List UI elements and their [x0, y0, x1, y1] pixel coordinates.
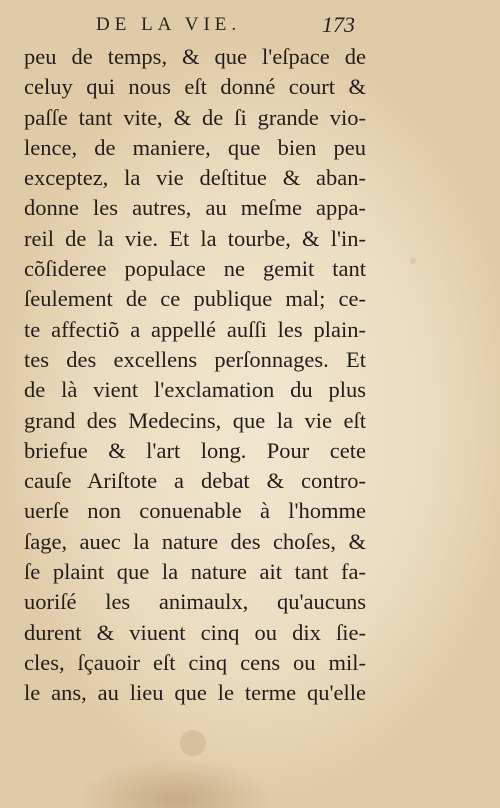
text-line: briefue & l'art long. Pour cete — [24, 437, 366, 463]
running-head: DE LA VIE. — [96, 14, 242, 35]
text-line: lence, de maniere, que bien peu — [24, 134, 366, 160]
text-line: le ans, au lieu que le terme qu'elle — [24, 680, 366, 706]
text-line: cauſe Ariſtote a debat & contro- — [24, 468, 366, 494]
text-line: cles, ſçauoir eſt cinq cens ou mil- — [24, 649, 366, 675]
text-line: tes des excellens perſonnages. Et — [24, 346, 366, 372]
text-line: te affectiõ a appellé auſſi les plain- — [24, 316, 366, 342]
text-line: reil de la vie. Et la tourbe, & l'in- — [24, 225, 366, 251]
text-line: donne les autres, au meſme appa- — [24, 195, 366, 221]
text-line: uerſe non conuenable à l'homme — [24, 498, 366, 524]
text-line: durent & viuent cinq ou dix ſie- — [24, 619, 366, 645]
text-line: celuy qui nous eſt donné court & — [24, 74, 366, 100]
text-line: ſe plaint que la nature ait tant fa- — [24, 559, 366, 585]
text-line: peu de temps, & que l'eſpace de — [24, 44, 366, 69]
page-number: 173 — [322, 12, 355, 37]
text-line: exceptez, la vie deſtitue & aban- — [24, 165, 366, 191]
text-line: de là vient l'exclamation du plus — [24, 377, 366, 403]
paper-stain — [180, 730, 206, 756]
text-line: ſage, auec la nature des choſes, & — [24, 528, 366, 554]
text-line: ſeulement de ce publique mal; ce- — [24, 286, 366, 312]
text-line: grand des Medecins, que la vie eſt — [24, 407, 366, 433]
text-line: uoriſé les animaulx, qu'aucuns — [24, 589, 366, 615]
body-text — [24, 42, 366, 709]
paper-stain — [410, 258, 416, 264]
text-line: cõſideree populace ne gemit tant — [24, 256, 366, 282]
text-line: paſſe tant vite, & de ſi grande vio- — [24, 104, 366, 130]
